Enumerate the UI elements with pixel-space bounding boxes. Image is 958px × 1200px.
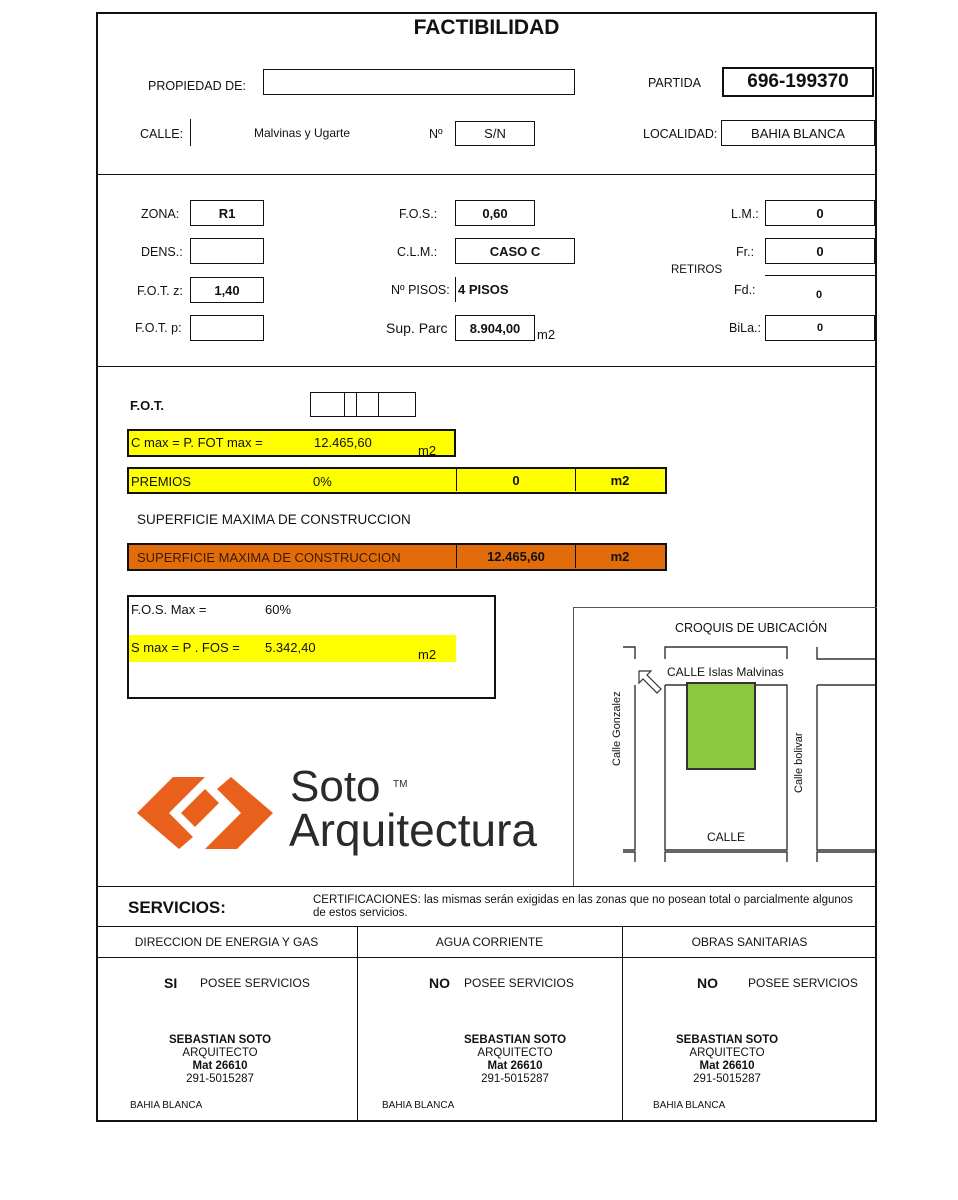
fot-grid-divider [378,393,379,416]
service-answer-obras[interactable]: NO [697,975,718,991]
croquis-street-bottom: CALLE [707,830,746,844]
service-status-obras: POSEE SERVICIOS [748,976,858,990]
zona-field[interactable]: R1 [190,200,264,226]
signature-mat: Mat 26610 [487,1060,543,1072]
croquis-lot [686,682,756,770]
signature-role: ARQUITECTO [477,1047,553,1059]
fr-underline [765,275,875,276]
servicios-note: CERTIFICACIONES: las mismas serán exigidas en las zonas que no posean total o parcialmente algunos de estos servicios. [313,894,853,919]
pisos-field-border [455,277,456,302]
divider-2 [96,366,877,367]
retiros-label: RETIROS [671,264,723,276]
fotz-field[interactable]: 1,40 [190,277,264,303]
propiedad-label: PROPIEDAD DE: [148,79,246,93]
signature-name: SEBASTIAN SOTO [675,1034,779,1046]
soto-logo [135,762,575,860]
bila-field[interactable]: 0 [765,315,875,341]
sup-max-unit: m2 [610,549,630,564]
smax-label: S max = P . FOS = [131,640,240,655]
localidad-field[interactable]: BAHIA BLANCA [721,120,875,146]
propiedad-field[interactable] [263,69,575,95]
service-header-energia: DIRECCION DE ENERGIA Y GAS [134,934,319,949]
signature-role: ARQUITECTO [689,1047,765,1059]
divider-1 [96,174,877,175]
fd-value[interactable]: 0 [816,289,823,301]
service-city-agua: BAHIA BLANCA [382,1100,455,1111]
calle-value[interactable]: Malvinas y Ugarte [254,126,351,140]
premios-pct[interactable]: 0% [313,474,332,489]
fotp-label: F.O.T. p: [135,321,182,335]
servicios-title: SERVICIOS: [128,898,226,917]
fotp-field[interactable] [190,315,264,341]
premios-row [127,467,667,494]
croquis-street-left: Calle Gonzalez [611,691,623,766]
signature-phone: 291-5015287 [481,1073,549,1085]
smax-unit: m2 [418,647,437,662]
zona-label: ZONA: [141,207,180,221]
service-city-energia: BAHIA BLANCA [130,1100,203,1111]
signature-block [435,1034,595,1086]
signature-phone: 291-5015287 [693,1073,761,1085]
fos-label: F.O.S.: [399,207,438,221]
fr-label: Fr.: [736,245,755,259]
fot-grid-box [310,392,416,417]
fot-grid-divider [356,393,357,416]
signature-mat: Mat 26610 [699,1060,755,1072]
lm-field[interactable]: 0 [765,200,875,226]
premios-unit: m2 [610,472,630,488]
logo-tm: TM [393,779,408,790]
cmax-label: C max = P. FOT max = [131,435,263,450]
signature-name: SEBASTIAN SOTO [463,1034,567,1046]
divider-3 [96,886,877,887]
partida-field[interactable]: 696-199370 [722,67,874,97]
clm-field[interactable]: CASO C [455,238,575,264]
service-status-energia: POSEE SERVICIOS [200,976,310,990]
premios-value[interactable]: 0 [512,472,520,488]
sup-unit: m2 [537,327,556,342]
smax-value[interactable]: 5.342,40 [265,640,316,655]
service-status-agua: POSEE SERVICIOS [464,976,574,990]
clm-label: C.L.M.: [397,245,438,259]
fot-grid-divider [344,393,345,416]
dens-field[interactable] [190,238,264,264]
sup-max-value[interactable]: 12.465,60 [487,549,545,564]
service-answer-agua[interactable]: NO [429,975,450,991]
service-header-obras: OBRAS SANITARIAS [691,934,808,949]
document-title: FACTIBILIDAD [413,16,560,39]
croquis-map [573,607,877,887]
bila-label: BiLa.: [729,321,761,335]
croquis-street-top: CALLE Islas Malvinas [667,665,784,679]
cmax-value[interactable]: 12.465,60 [314,435,372,450]
pisos-label: Nº PISOS: [391,283,450,297]
fot-label: F.O.T. [130,398,164,413]
calle-label: CALLE: [140,127,184,141]
signature-role: ARQUITECTO [182,1047,258,1059]
logo-line1: Soto [290,762,381,811]
fd-label: Fd.: [734,283,756,297]
calle-field-border [190,119,191,146]
cmax-row [127,429,456,457]
service-city-obras: BAHIA BLANCA [653,1100,726,1111]
signature-name: SEBASTIAN SOTO [168,1034,272,1046]
lm-label: L.M.: [731,207,759,221]
sup-max-label: SUPERFICIE MAXIMA DE CONSTRUCCION [137,550,401,565]
sup-max-heading: SUPERFICIE MAXIMA DE CONSTRUCCION [137,512,411,527]
signature-phone: 291-5015287 [186,1073,254,1085]
dens-label: DENS.: [141,245,183,259]
service-answer-energia[interactable]: SI [164,975,178,991]
premios-label: PREMIOS [131,474,191,489]
croquis-street-right: Calle bolivar [793,732,805,793]
smax-row [129,635,456,662]
fotz-label: F.O.T. z: [137,284,183,298]
signature-block [647,1034,807,1086]
numero-field[interactable]: S/N [455,121,535,146]
pisos-value[interactable]: 4 PISOS [458,282,509,297]
numero-label: Nº [429,127,443,141]
sup-max-row [127,543,667,571]
divider-5 [96,957,877,958]
croquis-title: CROQUIS DE UBICACIÓN [675,621,828,635]
fos-max-box [127,595,496,699]
partida-label: PARTIDA [648,76,702,90]
soto-logo-mark [135,769,275,857]
signature-block [140,1034,300,1086]
logo-line2: Arquitectura [289,804,538,856]
sup-label: Sup. Parc [386,320,448,336]
signature-mat: Mat 26610 [192,1060,248,1072]
localidad-label: LOCALIDAD: [643,127,718,141]
fos-field[interactable]: 0,60 [455,200,535,226]
fos-max-value[interactable]: 60% [265,602,292,617]
fos-max-label: F.O.S. Max = [131,602,207,617]
service-header-agua: AGUA CORRIENTE [435,934,544,949]
sup-field[interactable]: 8.904,00 [455,315,535,341]
cmax-unit: m2 [418,443,437,458]
fr-field[interactable]: 0 [765,238,875,264]
